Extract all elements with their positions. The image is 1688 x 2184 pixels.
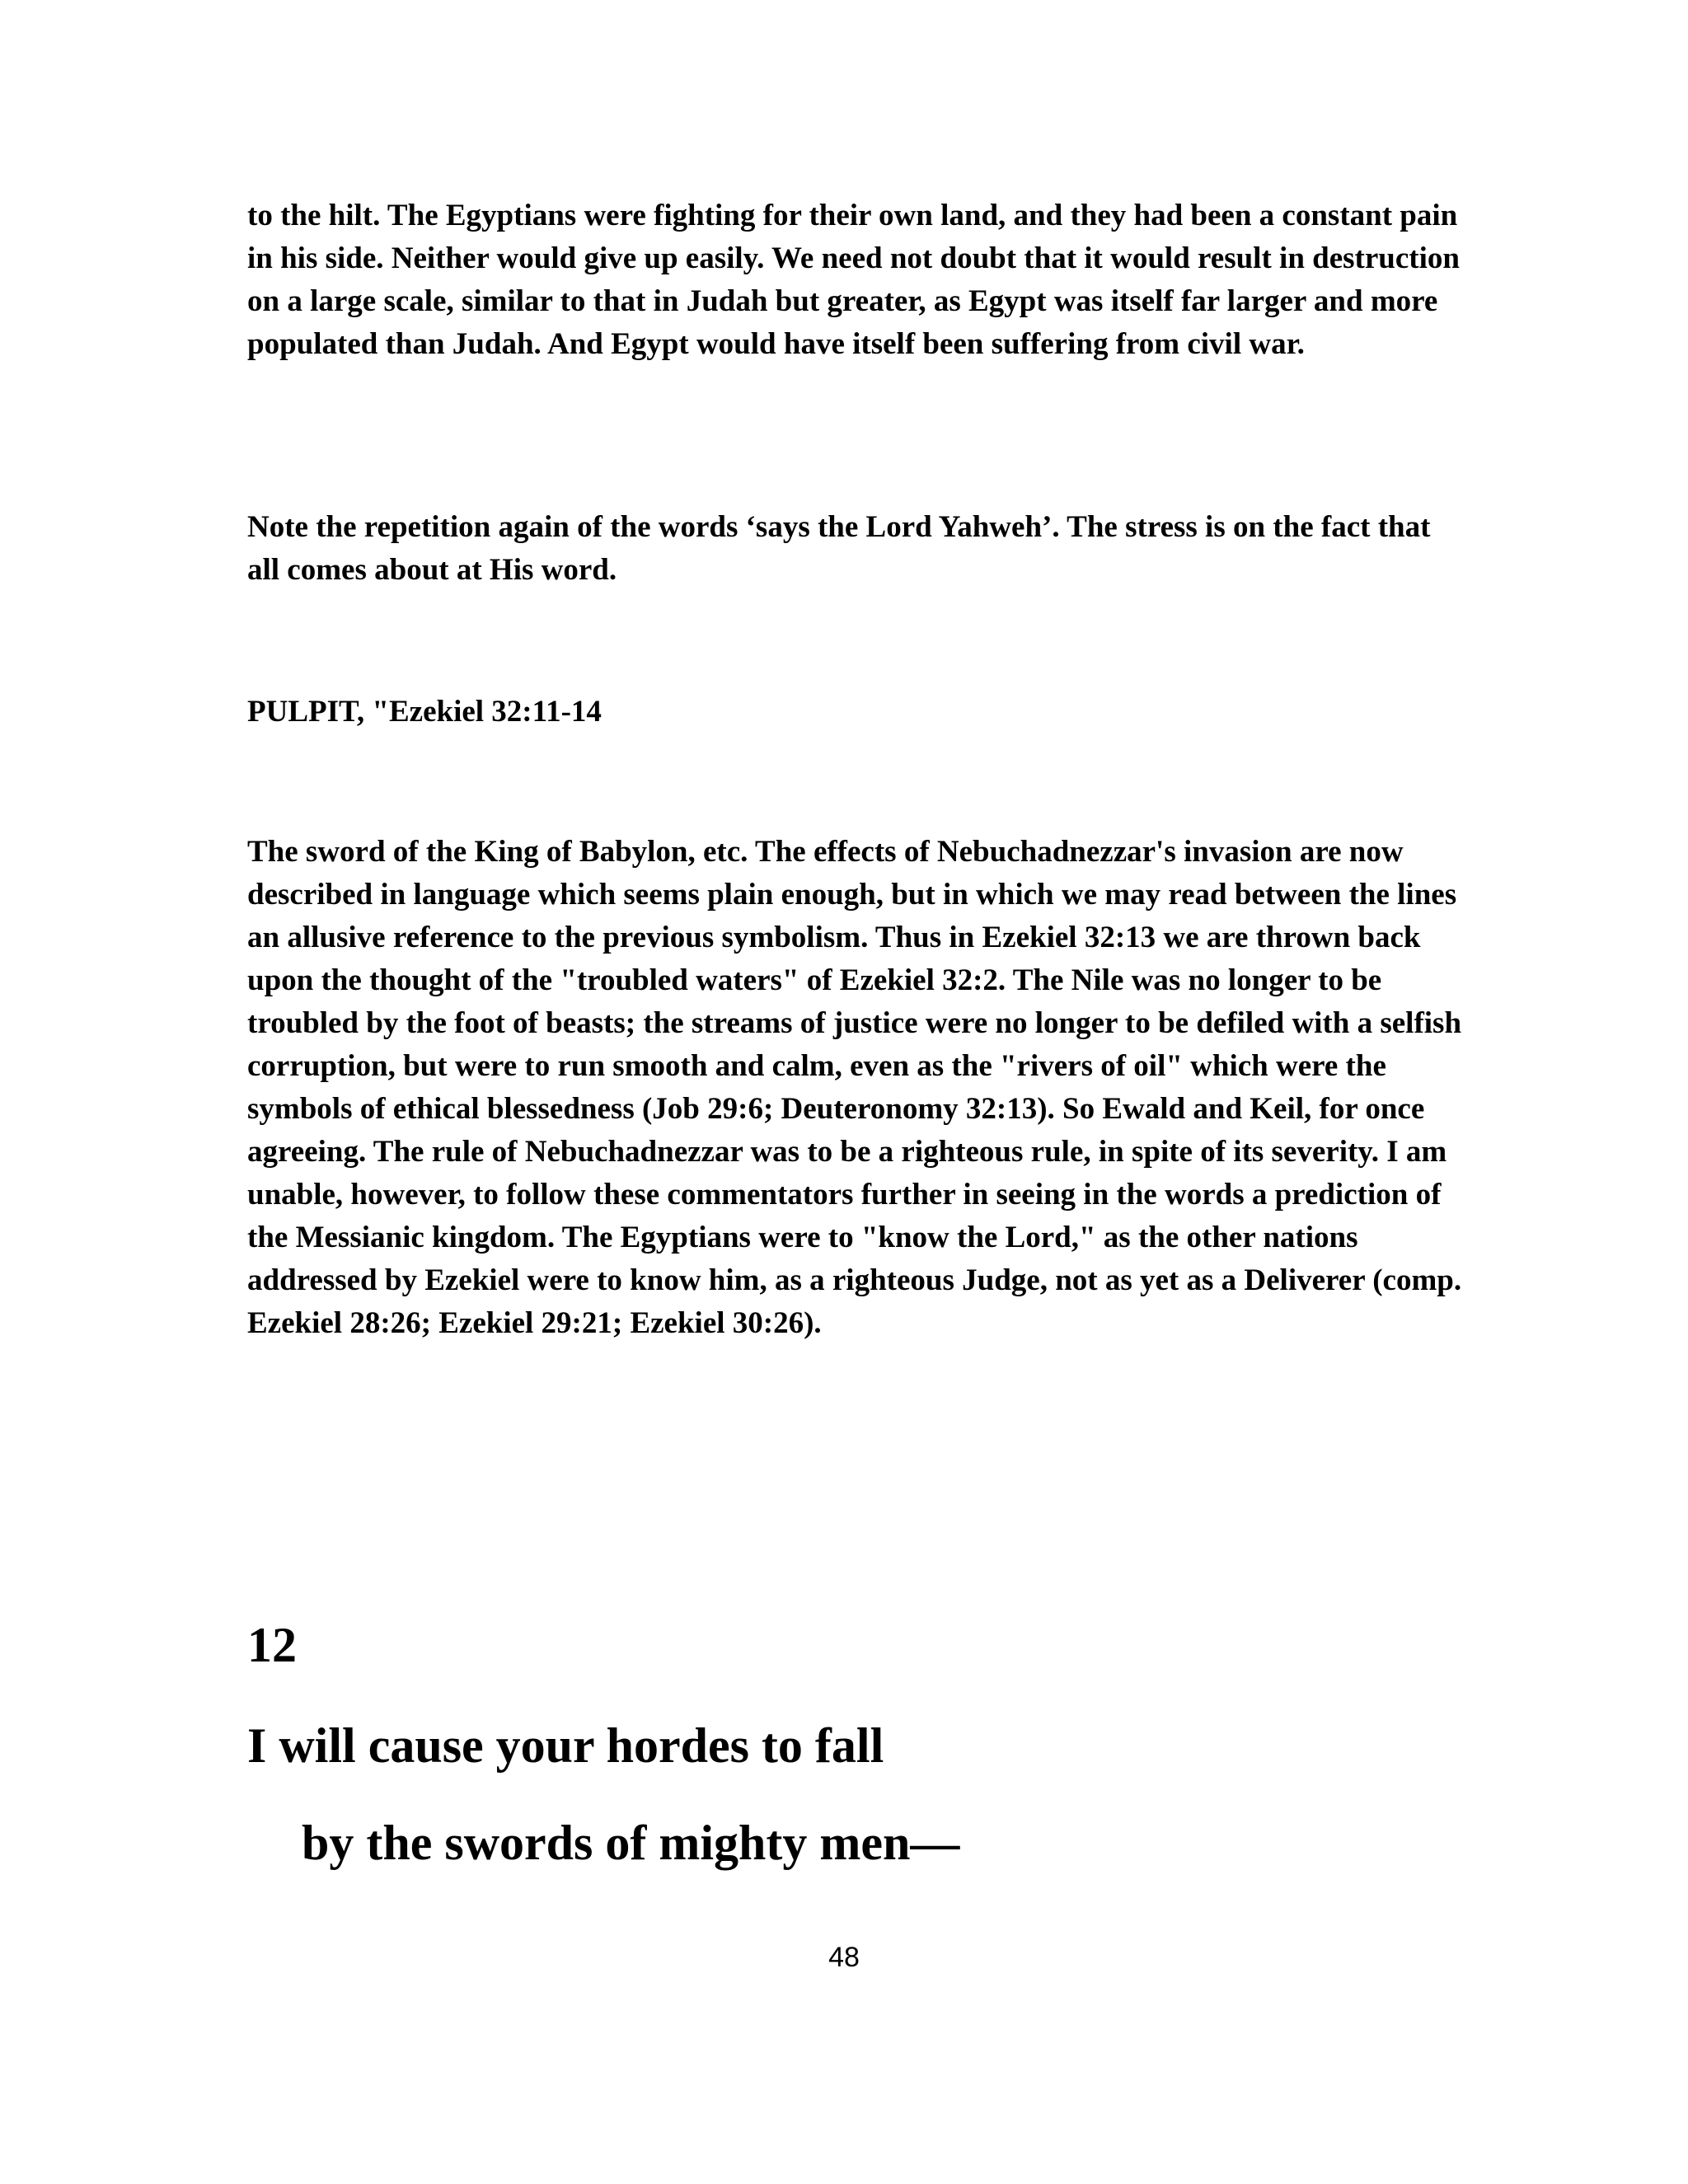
verse-line: I will cause your hordes to fall — [247, 1718, 884, 1773]
commentary-paragraph: Note the repetition again of the words ‘says the Lord Yahweh’. The stress is on the fact that all comes about at His word. — [247, 510, 1431, 587]
verse-line: by the swords of mighty men— — [302, 1816, 960, 1870]
verse-number: 12 — [247, 1618, 297, 1672]
commentary-paragraph: to the hilt. The Egyptians were fighting for their own land, and they had been a constant pain in his side. Neither would give up easily. We need not doubt that it would result in destruction on a large scale, similar to that in Judah but greater, as Egypt was itself far larger and more populated than Judah. And Egypt would have itself been suffering from civil war. — [247, 199, 1460, 361]
page-number: 48 — [828, 1942, 860, 1973]
source-heading: PULPIT, "Ezekiel 32:11-14 — [247, 695, 602, 729]
commentary-paragraph: The sword of the King of Babylon, etc. The effects of Nebuchadnezzar's invasion are now described in language which seems plain enough, but in which we may read between the lines an allusive reference to the previous symbolism. Thus in Ezekiel 32:13 we are thrown back upon the thought of the "troubled waters" of Ezekiel 32:2. The Nile was no longer to be troubled by the foot of beasts; the streams of justice were no longer to be defiled with a selfish corruption, but were to run smooth and calm, even as the "rivers of oil" which were the symbols of ethical blessedness (Job 29:6; Deuteronomy 32:13). So Ewald and Keil, for once agreeing. The rule of Nebuchadnezzar was to be a righteous rule, in spite of its severity. I am unable, however, to follow these commentators further in seeing in the words a prediction of the Messianic kingdom. The Egyptians were to "know the Lord," as the other nations addressed by Ezekiel were to know him, as a righteous Judge, not as yet as a Deliverer (comp. Ezekiel 28:26; Ezekiel 29:21; Ezekiel 30:26). — [247, 835, 1462, 1340]
